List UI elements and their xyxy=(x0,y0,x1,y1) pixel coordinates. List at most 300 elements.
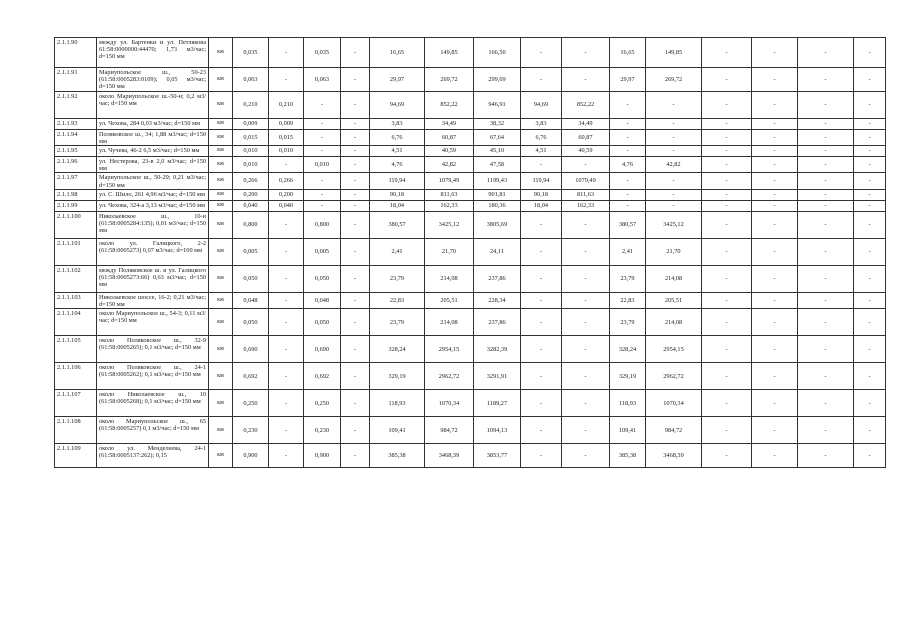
table-row xyxy=(55,157,886,173)
row-value: - xyxy=(304,189,341,200)
table-row xyxy=(55,189,886,200)
table-row xyxy=(55,390,886,417)
row-description: около ул. Менделеева, 24-1 (61:58:0005137:262); 0,15 xyxy=(97,444,209,468)
row-value: 0,690 xyxy=(233,336,269,363)
row-value: - xyxy=(854,189,886,200)
row-value: - xyxy=(341,173,370,189)
row-value: - xyxy=(269,38,304,68)
row-value: 2962,72 xyxy=(425,363,474,390)
row-value: 269,72 xyxy=(425,68,474,92)
row-value: 1070,34 xyxy=(425,390,474,417)
row-value: 0,800 xyxy=(233,211,269,238)
row-value: - xyxy=(562,309,610,336)
row-code: 2.1.1.94 xyxy=(55,129,97,145)
row-value: 21,70 xyxy=(646,238,702,265)
row-value: - xyxy=(562,336,610,363)
row-value: 94,69 xyxy=(370,91,425,118)
row-value: - xyxy=(752,363,798,390)
row-value: 60,87 xyxy=(562,129,610,145)
row-value: 0,050 xyxy=(304,265,341,292)
row-value: - xyxy=(798,309,854,336)
row-value: - xyxy=(854,129,886,145)
row-value: 329,19 xyxy=(610,363,646,390)
row-unit: км xyxy=(209,200,233,211)
row-value: - xyxy=(798,38,854,68)
row-value: 0,048 xyxy=(233,292,269,308)
row-value: - xyxy=(854,444,886,468)
row-value: - xyxy=(702,336,752,363)
row-value: - xyxy=(702,146,752,157)
row-value: - xyxy=(752,417,798,444)
row-value: 38,32 xyxy=(474,118,521,129)
row-description: Николаевское шоссе, 16-2; 0,21 м3/час; d=150 мм xyxy=(97,292,209,308)
row-value: 90,18 xyxy=(521,189,562,200)
row-unit: км xyxy=(209,265,233,292)
row-value: - xyxy=(521,292,562,308)
table-row xyxy=(55,68,886,92)
row-value: - xyxy=(521,68,562,92)
row-value: - xyxy=(798,129,854,145)
row-value: - xyxy=(269,157,304,173)
row-value: - xyxy=(269,363,304,390)
row-value: 24,11 xyxy=(474,238,521,265)
row-value: - xyxy=(610,146,646,157)
row-unit: км xyxy=(209,157,233,173)
row-value: - xyxy=(752,189,798,200)
row-value: 149,85 xyxy=(646,38,702,68)
row-description: Николаевское ш., 10-и (61:58:0005284:135); 0,01 м3/час; d=150 мм xyxy=(97,211,209,238)
row-value: 0,900 xyxy=(304,444,341,468)
row-value: 1070,34 xyxy=(646,390,702,417)
row-value: - xyxy=(341,157,370,173)
row-value: - xyxy=(341,309,370,336)
row-value: 34,49 xyxy=(562,118,610,129)
row-value: 0,015 xyxy=(233,129,269,145)
row-value: - xyxy=(798,118,854,129)
row-value: 16,65 xyxy=(370,38,425,68)
row-value: 3291,91 xyxy=(474,363,521,390)
row-value: - xyxy=(752,238,798,265)
table-row xyxy=(55,200,886,211)
row-description: около Поляковское ш., 24-1 (61:58:0005262); 0,1 м3/час; d=150 мм xyxy=(97,363,209,390)
row-value: - xyxy=(798,146,854,157)
row-value: - xyxy=(521,38,562,68)
row-description: между Поляковское ш. и ул. Галицкого (61:58:0005273:66) 0,63 м3/час; d=150 мм xyxy=(97,265,209,292)
table-row xyxy=(55,417,886,444)
row-value: - xyxy=(798,157,854,173)
row-value: 385,38 xyxy=(610,444,646,468)
row-value: - xyxy=(521,211,562,238)
row-code: 2.1.1.96 xyxy=(55,157,97,173)
row-value: - xyxy=(304,200,341,211)
row-value: - xyxy=(562,211,610,238)
row-value: - xyxy=(646,91,702,118)
row-value: - xyxy=(269,211,304,238)
row-value: 901,81 xyxy=(474,189,521,200)
row-value: 269,72 xyxy=(646,68,702,92)
row-value: 811,63 xyxy=(562,189,610,200)
row-value: - xyxy=(521,238,562,265)
row-value: - xyxy=(269,444,304,468)
row-value: 2,41 xyxy=(610,238,646,265)
row-value: - xyxy=(752,390,798,417)
row-value: 0,900 xyxy=(233,444,269,468)
row-value: - xyxy=(610,189,646,200)
row-value: 852,22 xyxy=(425,91,474,118)
row-value: - xyxy=(798,173,854,189)
row-value: 214,08 xyxy=(646,265,702,292)
row-value: 45,10 xyxy=(474,146,521,157)
row-value: 329,19 xyxy=(370,363,425,390)
row-value: 237,86 xyxy=(474,265,521,292)
row-value: 0,692 xyxy=(304,363,341,390)
row-value: 0,063 xyxy=(233,68,269,92)
row-value: 60,87 xyxy=(425,129,474,145)
row-value: - xyxy=(702,91,752,118)
row-value: - xyxy=(562,292,610,308)
row-value: - xyxy=(304,118,341,129)
row-value: - xyxy=(562,68,610,92)
table-row xyxy=(55,265,886,292)
row-value: 67,64 xyxy=(474,129,521,145)
row-value: - xyxy=(702,417,752,444)
row-value: - xyxy=(798,390,854,417)
row-value: - xyxy=(341,91,370,118)
row-value: 3805,69 xyxy=(474,211,521,238)
row-value: - xyxy=(702,129,752,145)
row-value: - xyxy=(752,173,798,189)
row-value: - xyxy=(562,265,610,292)
row-value: 0,005 xyxy=(304,238,341,265)
row-value: 29,97 xyxy=(610,68,646,92)
row-description: около Мариупольское ш., 54-3; 0,11 м3/час; d=150 мм xyxy=(97,309,209,336)
row-value: 205,51 xyxy=(646,292,702,308)
row-value: - xyxy=(269,265,304,292)
row-value: 0,210 xyxy=(233,91,269,118)
row-value: 0,009 xyxy=(269,118,304,129)
row-unit: км xyxy=(209,68,233,92)
row-value: - xyxy=(304,91,341,118)
row-unit: км xyxy=(209,363,233,390)
row-value: - xyxy=(854,309,886,336)
table-body xyxy=(55,38,886,468)
row-value: 0,009 xyxy=(233,118,269,129)
row-description: около Мариупольское ш.-50-н; 0,2 м3/час; d=150 мм xyxy=(97,91,209,118)
row-code: 2.1.1.105 xyxy=(55,336,97,363)
row-value: - xyxy=(269,238,304,265)
row-description: около Мариупольское ш., 65 (61:58:0005257) 0,1 м3/час; d=150 мм xyxy=(97,417,209,444)
row-value: - xyxy=(341,238,370,265)
row-value: - xyxy=(798,68,854,92)
row-description: Мариупольское ш., 50-23 (61:58:0005283:0109); 0,05 м3/час; d=150 мм xyxy=(97,68,209,92)
row-value: - xyxy=(521,444,562,468)
row-value: 0,035 xyxy=(233,38,269,68)
row-value: - xyxy=(798,189,854,200)
row-value: - xyxy=(341,68,370,92)
data-table xyxy=(54,37,886,468)
row-value: - xyxy=(304,173,341,189)
row-value: - xyxy=(269,68,304,92)
row-value: - xyxy=(702,238,752,265)
table-row xyxy=(55,91,886,118)
row-value: 3468,39 xyxy=(425,444,474,468)
row-value: - xyxy=(304,129,341,145)
row-value: 0,050 xyxy=(233,309,269,336)
row-code: 2.1.1.93 xyxy=(55,118,97,129)
row-value: - xyxy=(341,444,370,468)
row-value: - xyxy=(752,200,798,211)
row-value: 22,83 xyxy=(370,292,425,308)
row-value: - xyxy=(269,292,304,308)
row-description: между ул. Бартенки и ул. Петлякова 61:58:0000000:44470; 1,73 м3/час; d=150 мм xyxy=(97,38,209,68)
row-value: 162,33 xyxy=(425,200,474,211)
row-value: - xyxy=(702,390,752,417)
row-value: - xyxy=(341,38,370,68)
row-value: 0,250 xyxy=(304,390,341,417)
row-value: 4,51 xyxy=(370,146,425,157)
row-value: 0,200 xyxy=(233,189,269,200)
row-value: - xyxy=(854,211,886,238)
table-row xyxy=(55,336,886,363)
row-value: 228,34 xyxy=(474,292,521,308)
row-value: - xyxy=(854,265,886,292)
row-value: - xyxy=(798,91,854,118)
row-unit: км xyxy=(209,238,233,265)
row-value: 47,58 xyxy=(474,157,521,173)
row-unit: км xyxy=(209,211,233,238)
row-code: 2.1.1.104 xyxy=(55,309,97,336)
row-value: - xyxy=(854,363,886,390)
row-description: ул. Чехова, 284 0,03 м3/час; d=150 мм xyxy=(97,118,209,129)
row-value: - xyxy=(341,417,370,444)
row-value: - xyxy=(341,118,370,129)
row-value: - xyxy=(341,265,370,292)
row-value: - xyxy=(646,118,702,129)
table-row xyxy=(55,238,886,265)
row-value: 4,76 xyxy=(610,157,646,173)
row-value: - xyxy=(752,336,798,363)
row-code: 2.1.1.92 xyxy=(55,91,97,118)
row-value: 0,063 xyxy=(304,68,341,92)
row-value: - xyxy=(304,146,341,157)
row-value: - xyxy=(562,363,610,390)
row-description: около Николаевское ш., 10 (61:58:0005268); 0,1 м3/час; d=150 мм xyxy=(97,390,209,417)
row-value: - xyxy=(752,157,798,173)
row-value: 2962,72 xyxy=(646,363,702,390)
row-unit: км xyxy=(209,417,233,444)
table-row xyxy=(55,118,886,129)
row-value: 42,82 xyxy=(646,157,702,173)
row-value: 214,08 xyxy=(425,265,474,292)
row-value: - xyxy=(610,118,646,129)
row-value: - xyxy=(646,189,702,200)
row-value: - xyxy=(798,265,854,292)
row-value: 0,048 xyxy=(304,292,341,308)
row-value: - xyxy=(610,173,646,189)
row-unit: км xyxy=(209,173,233,189)
row-value: 4,51 xyxy=(521,146,562,157)
table-row xyxy=(55,173,886,189)
row-value: - xyxy=(752,309,798,336)
row-value: 0,050 xyxy=(233,265,269,292)
row-value: 3,83 xyxy=(521,118,562,129)
row-value: - xyxy=(752,91,798,118)
row-value: 3425,12 xyxy=(646,211,702,238)
row-value: - xyxy=(752,444,798,468)
row-code: 2.1.1.108 xyxy=(55,417,97,444)
row-value: 42,82 xyxy=(425,157,474,173)
row-value: - xyxy=(341,200,370,211)
row-value: 214,08 xyxy=(646,309,702,336)
row-value: - xyxy=(521,309,562,336)
row-value: 3468,39 xyxy=(646,444,702,468)
row-value: 4,76 xyxy=(370,157,425,173)
row-value: - xyxy=(752,265,798,292)
row-value: 0,015 xyxy=(269,129,304,145)
row-value: - xyxy=(269,336,304,363)
row-value: 119,94 xyxy=(521,173,562,189)
row-value: 0,010 xyxy=(304,157,341,173)
row-value: 0,230 xyxy=(233,417,269,444)
row-value: 328,24 xyxy=(610,336,646,363)
row-description: около ул. Галицкого, 2-2 (61:58:0005273) 0,07 м3/час; d=100 мм xyxy=(97,238,209,265)
row-value: - xyxy=(752,118,798,129)
row-value: 149,85 xyxy=(425,38,474,68)
row-value: - xyxy=(798,292,854,308)
row-value: 0,250 xyxy=(233,390,269,417)
row-value: - xyxy=(702,444,752,468)
row-value: 0,010 xyxy=(233,146,269,157)
row-value: - xyxy=(646,173,702,189)
row-value: - xyxy=(341,363,370,390)
row-value: - xyxy=(854,118,886,129)
row-value: 0,035 xyxy=(304,38,341,68)
table-row xyxy=(55,292,886,308)
row-value: - xyxy=(341,211,370,238)
row-value: 1199,43 xyxy=(474,173,521,189)
row-value: - xyxy=(341,146,370,157)
row-unit: км xyxy=(209,38,233,68)
row-value: - xyxy=(702,265,752,292)
row-value: - xyxy=(798,444,854,468)
row-code: 2.1.1.100 xyxy=(55,211,97,238)
row-code: 2.1.1.95 xyxy=(55,146,97,157)
row-unit: км xyxy=(209,309,233,336)
row-value: 1079,49 xyxy=(562,173,610,189)
row-value: 852,22 xyxy=(562,91,610,118)
row-value: 0,210 xyxy=(269,91,304,118)
row-unit: км xyxy=(209,129,233,145)
row-value: 1094,13 xyxy=(474,417,521,444)
row-value: 18,04 xyxy=(521,200,562,211)
row-value: - xyxy=(702,118,752,129)
row-value: - xyxy=(854,292,886,308)
row-description: ул. С. Шило, 261 4,96 м3/час; d=150 мм xyxy=(97,189,209,200)
row-value: - xyxy=(854,336,886,363)
row-value: - xyxy=(798,417,854,444)
row-value: - xyxy=(702,157,752,173)
row-unit: км xyxy=(209,292,233,308)
row-value: - xyxy=(521,157,562,173)
row-value: 2954,15 xyxy=(425,336,474,363)
row-unit: км xyxy=(209,390,233,417)
row-value: 1189,27 xyxy=(474,390,521,417)
table-row xyxy=(55,444,886,468)
row-value: - xyxy=(562,390,610,417)
row-value: 0,200 xyxy=(269,189,304,200)
row-description: ул. Нестерова, 23-в 2,0 м3/час; d=150 мм xyxy=(97,157,209,173)
row-value: 0,050 xyxy=(304,309,341,336)
row-value: 23,79 xyxy=(610,265,646,292)
row-value: 40,59 xyxy=(562,146,610,157)
table-row xyxy=(55,38,886,68)
row-value: - xyxy=(341,292,370,308)
row-code: 2.1.1.90 xyxy=(55,38,97,68)
row-value: 23,79 xyxy=(370,265,425,292)
row-value: 946,91 xyxy=(474,91,521,118)
row-value: - xyxy=(798,363,854,390)
row-code: 2.1.1.99 xyxy=(55,200,97,211)
row-value: - xyxy=(646,129,702,145)
row-value: 3282,39 xyxy=(474,336,521,363)
row-value: 23,79 xyxy=(610,309,646,336)
row-value: 0,040 xyxy=(269,200,304,211)
row-value: 205,51 xyxy=(425,292,474,308)
row-value: 118,93 xyxy=(370,390,425,417)
row-value: 3425,12 xyxy=(425,211,474,238)
row-value: - xyxy=(854,238,886,265)
row-unit: км xyxy=(209,336,233,363)
row-value: 385,38 xyxy=(370,444,425,468)
row-value: 162,33 xyxy=(562,200,610,211)
row-value: 811,63 xyxy=(425,189,474,200)
row-value: 0,040 xyxy=(233,200,269,211)
row-value: - xyxy=(854,91,886,118)
row-value: - xyxy=(610,91,646,118)
document-page xyxy=(54,37,871,468)
row-unit: км xyxy=(209,118,233,129)
table-row xyxy=(55,146,886,157)
row-value: 3,83 xyxy=(370,118,425,129)
row-value: 6,76 xyxy=(370,129,425,145)
row-description: Мариупольское ш., 50-29; 0,21 м3/час; d=150 мм xyxy=(97,173,209,189)
row-value: 21,70 xyxy=(425,238,474,265)
row-value: - xyxy=(702,200,752,211)
row-value: - xyxy=(798,200,854,211)
row-value: 0,800 xyxy=(304,211,341,238)
row-value: - xyxy=(702,309,752,336)
row-value: - xyxy=(702,189,752,200)
row-value: 0,010 xyxy=(269,146,304,157)
row-code: 2.1.1.107 xyxy=(55,390,97,417)
row-value: - xyxy=(521,417,562,444)
row-value: 2,41 xyxy=(370,238,425,265)
row-description: около Поляковское ш., 32-9 (61:58:0005265); 0,1 м3/час; d=150 мм xyxy=(97,336,209,363)
row-unit: км xyxy=(209,444,233,468)
row-unit: км xyxy=(209,146,233,157)
row-value: - xyxy=(752,146,798,157)
row-value: - xyxy=(702,211,752,238)
row-value: 0,010 xyxy=(233,157,269,173)
row-code: 2.1.1.109 xyxy=(55,444,97,468)
row-value: 29,97 xyxy=(370,68,425,92)
row-value: - xyxy=(854,417,886,444)
row-value: - xyxy=(610,129,646,145)
row-value: 328,24 xyxy=(370,336,425,363)
row-value: - xyxy=(269,309,304,336)
row-value: - xyxy=(269,417,304,444)
table-row xyxy=(55,363,886,390)
